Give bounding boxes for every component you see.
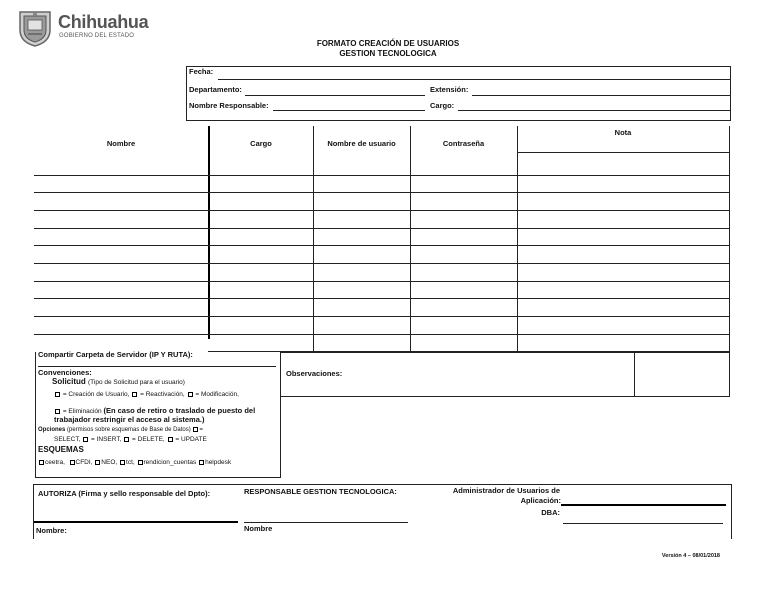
departamento-label: Departamento:: [189, 85, 242, 94]
extension-label: Extensión:: [430, 85, 469, 94]
responsable-label: RESPONSABLE GESTION TECNOLOGICA:: [244, 487, 397, 496]
esquema-helpdesk-checkbox[interactable]: [199, 460, 204, 465]
modificacion-text: = Modificación,: [195, 391, 239, 398]
extension-field[interactable]: [472, 95, 730, 96]
brand-name: Chihuahua: [58, 12, 149, 32]
esquema-neo-checkbox[interactable]: [95, 460, 100, 465]
select-text: SELECT,: [54, 436, 81, 443]
esquema-rendicion: rendicion_cuentas: [143, 459, 197, 466]
insert-checkbox[interactable]: [83, 437, 88, 442]
cargo-field[interactable]: [458, 110, 730, 111]
col-contrasena: Contraseña: [442, 139, 485, 148]
modificacion-checkbox[interactable]: [188, 392, 193, 397]
insert-text: = INSERT,: [91, 436, 122, 443]
delete-text: = DELETE,: [132, 436, 165, 443]
admin-label-1: Administrador de Usuarios de: [452, 486, 560, 495]
nombre-label-2: Nombre: [244, 524, 273, 533]
esquema-cfdi-checkbox[interactable]: [70, 460, 75, 465]
eliminacion-text: = Eliminación: [62, 408, 102, 415]
eliminacion-note-1: (En caso de retiro o traslado de puesto del: [103, 406, 256, 415]
col-nombre-usuario: Nombre de usuario: [327, 139, 396, 148]
esquema-rendicion-checkbox[interactable]: [138, 460, 143, 465]
fecha-field[interactable]: [218, 79, 730, 80]
creacion-checkbox[interactable]: [55, 392, 60, 397]
esquema-ceetra: ceetra,: [45, 459, 65, 466]
esquema-tct-checkbox[interactable]: [120, 460, 125, 465]
esquema-cfdi: CFDI,: [75, 459, 93, 466]
update-text: = UPDATE: [175, 436, 207, 443]
admin-field[interactable]: [561, 504, 726, 506]
coat-of-arms-icon: [16, 8, 54, 48]
responsable-signature-line[interactable]: [244, 522, 408, 523]
compartir-label: Compartir Carpeta de Servidor (IP Y RUTA):: [38, 350, 193, 359]
form-subtitle: GESTION TECNOLOGICA: [339, 49, 437, 58]
autoriza-signature-line[interactable]: [34, 521, 238, 523]
eliminacion-checkbox[interactable]: [55, 409, 60, 414]
opciones-equals: =: [199, 427, 203, 434]
solicitud-note: (Tipo de Solicitud para el usuario): [88, 379, 185, 386]
esquema-neo: NEO,: [101, 459, 118, 466]
col-cargo: Cargo: [250, 139, 272, 148]
form-title: FORMATO CREACIÓN DE USUARIOS: [316, 39, 460, 48]
eliminacion-note-2: trabajador restringir el acceso al sistema.): [54, 415, 205, 424]
select-checkbox[interactable]: [193, 427, 198, 432]
dba-label: DBA:: [541, 508, 560, 517]
nombre-responsable-field[interactable]: [273, 110, 425, 111]
reactivacion-text: = Reactivación,: [140, 391, 185, 398]
esquema-ceetra-checkbox[interactable]: [39, 460, 44, 465]
esquemas-label: ESQUEMAS: [38, 445, 84, 454]
cargo-label: Cargo:: [430, 101, 455, 110]
admin-label-2: Aplicación:: [520, 496, 561, 505]
reactivacion-checkbox[interactable]: [132, 392, 137, 397]
autoriza-label: AUTORIZA (Firma y sello responsable del Dpto):: [38, 489, 211, 498]
version-text: Versión 4 – 08/01/2018: [661, 553, 720, 559]
creacion-text: = Creación de Usuario,: [62, 391, 130, 398]
col-nombre: Nombre: [106, 139, 136, 148]
departamento-field[interactable]: [245, 95, 425, 96]
delete-checkbox[interactable]: [124, 437, 129, 442]
nombre-responsable-label: Nombre Responsable:: [189, 101, 269, 110]
nombre-label-1: Nombre:: [36, 526, 67, 535]
brand-subtitle: GOBIERNO DEL ESTADO: [59, 33, 135, 39]
observaciones-label: Observaciones:: [286, 369, 343, 378]
opciones-label: Opciones: [38, 427, 66, 434]
col-nota: Nota: [614, 128, 632, 137]
esquema-helpdesk: helpdesk: [205, 459, 232, 466]
fecha-label: Fecha:: [189, 67, 214, 76]
opciones-note: (permisos sobre esquemas de Base de Datos): [67, 427, 191, 434]
esquema-tct: tct,: [126, 459, 135, 466]
logo: [16, 8, 166, 52]
update-checkbox[interactable]: [168, 437, 173, 442]
solicitud-label: Solicitud: [52, 377, 86, 386]
convenciones-label: Convenciones:: [38, 368, 92, 377]
dba-field[interactable]: [563, 523, 723, 524]
